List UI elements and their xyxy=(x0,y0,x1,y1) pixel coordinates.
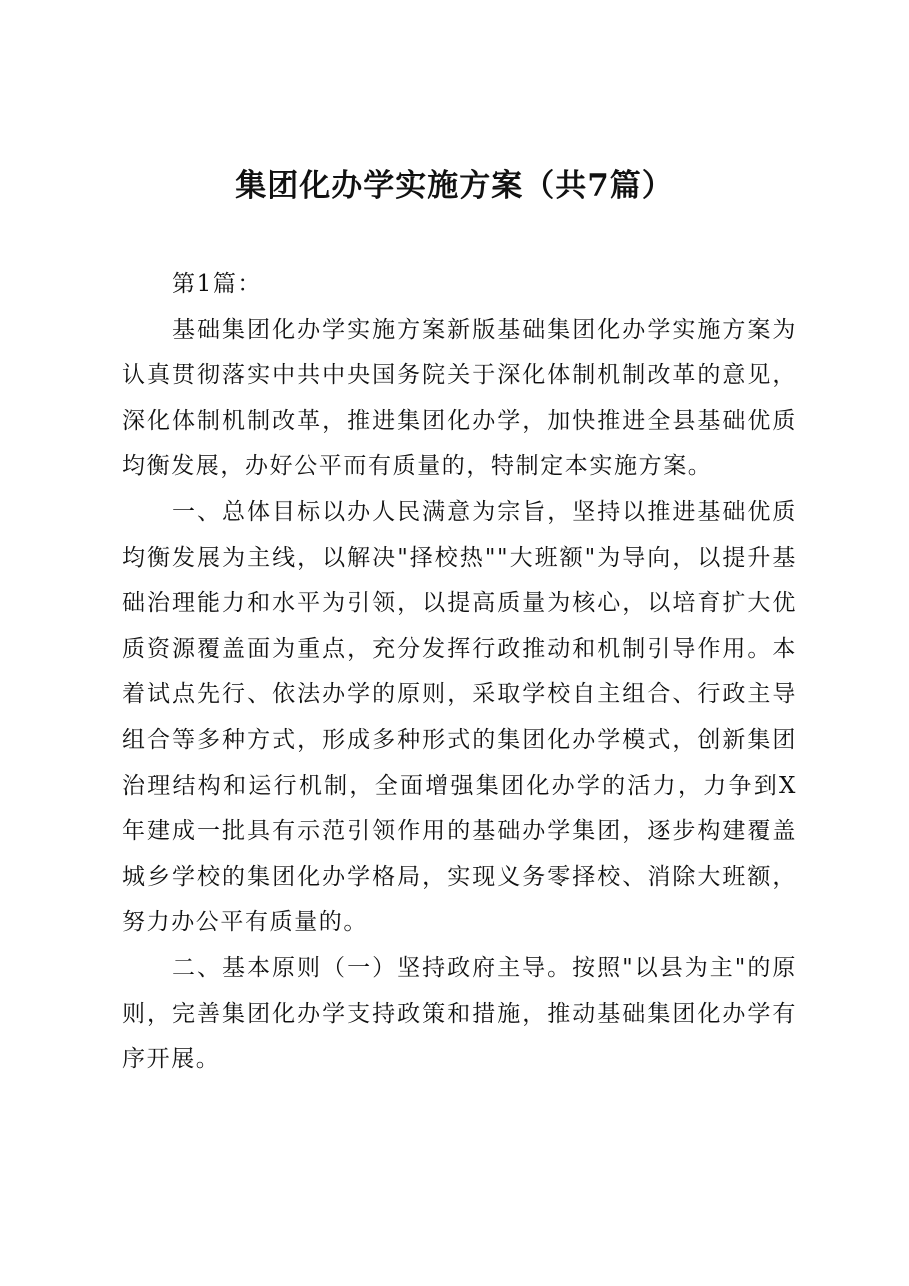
section-label: 第1篇： xyxy=(172,271,263,297)
paragraph-overall-goal: 一、总体目标以办人民满意为宗旨，坚持以推进基础优质均衡发展为主线，以解决"择校热""大班额"为导向，以提升基础治理能力和水平为引领，以提高质量为核心，以培育扩大优质资源覆盖面为重点，充分发挥行政推动和机制引导作用。本着试点先行、依法办学的原则，采取学校自主组合、行政主导组合等多种方式，形成多种形式的集团化办学模式，创新集团治理结构和运行机制，全面增强集团化办学的活力，力争到X年建成一批具有示范引领作用的基础办学集团，逐步构建覆盖城乡学校的集团化办学格局，实现义务零择校、消除大班额，努力办公平有质量的。 xyxy=(122,498,797,936)
document-title: 集团化办学实施方案（共7篇） xyxy=(235,168,674,204)
document-body xyxy=(122,262,797,1083)
paragraph-intro: 基础集团化办学实施方案新版基础集团化办学实施方案为认真贯彻落实中共中央国务院关于深化体制机制改革的意见，深化体制机制改革，推进集团化办学，加快推进全县基础优质均衡发展，办好公平而有质量的，特制定本实施方案。 xyxy=(122,316,797,480)
paragraph-basic-principles: 二、基本原则（一）坚持政府主导。按照"以县为主"的原则，完善集团化办学支持政策和措施，推动基础集团化办学有序开展。 xyxy=(122,954,797,1073)
